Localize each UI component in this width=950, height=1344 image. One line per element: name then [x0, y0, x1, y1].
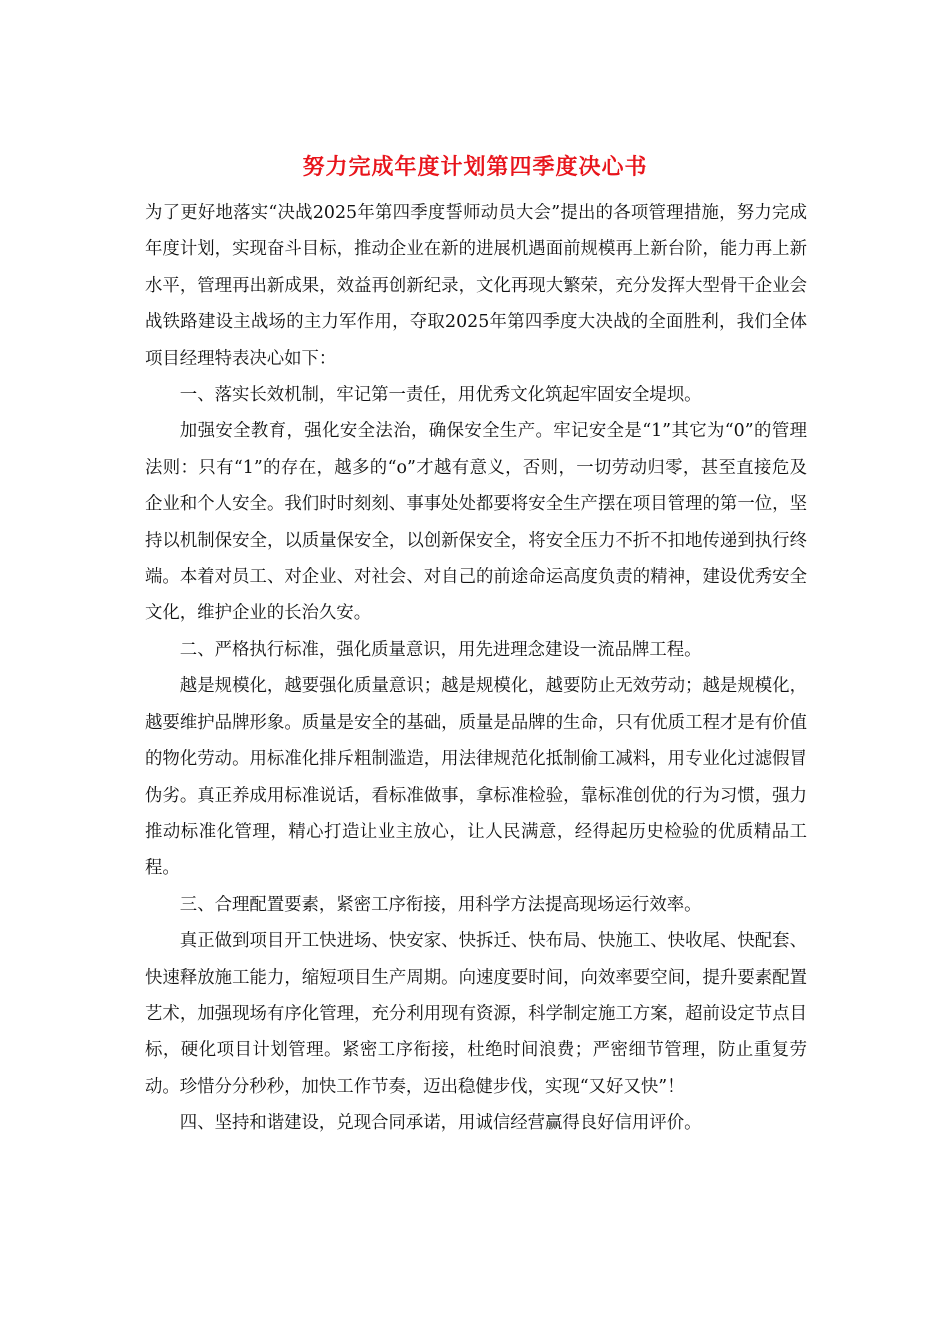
section-3-heading: 三、合理配置要素，紧密工序衔接，用科学方法提高现场运行效率。: [179, 894, 702, 915]
section-3-paragraph: 真正做到项目开工快进场、快安家、快拆迁、快布局、快施工、快收尾、快配套、快速释放施工能力，缩短项目生产周期。向速度要时间，向效率要空间，提升要素配置艺术，加强现场有序化管理，充分利用现有资源，科学制定施工方案，超前设定节点目标，硬化项目计划管理。紧密工序衔接，杜绝时间浪费；严密细节管理，防止重复劳动。珍惜分分秒秒，加快工作节奏，迈出稳健步伐，实现“又好又快”！: [145, 931, 807, 1097]
section-2-heading: 二、严格执行标准，强化质量意识，用先进理念建设一流品牌工程。: [179, 639, 702, 660]
intro-paragraph: 为了更好地落实“决战2025年第四季度誓师动员大会”提出的各项管理措施，努力完成年度计划，实现奋斗目标，推动企业在新的进展机遇面前规模再上新台阶，能力再上新水平，管理再出新成果，效益再创新纪录，文化再现大繁荣，充分发挥大型骨干企业会战铁路建设主战场的主力军作用，夺取2025年第四季度大决战的全面胜利，我们全体项目经理特表决心如下：: [145, 203, 807, 369]
section-2-paragraph: 越是规模化，越要强化质量意识；越是规模化，越要防止无效劳动；越是规模化，越要维护品牌形象。质量是安全的基础，质量是品牌的生命，只有优质工程才是有价值的物化劳动。用标准化排斥粗制滥造，用法律规范化抵制偷工减料，用专业化过滤假冒伪劣。真正养成用标准说话，看标准做事，拿标准检验，靠标准创优的行为习惯，强力推动标准化管理，精心打造让业主放心，让人民满意，经得起历史检验的优质精品工程。: [145, 676, 807, 879]
document-title: 努力完成年度计划第四季度决心书: [302, 155, 648, 180]
section-1-heading: 一、落实长效机制，牢记第一责任，用优秀文化筑起牢固安全堤坝。: [179, 385, 702, 406]
document-body: [145, 195, 807, 1142]
section-4-heading: 四、坚持和谐建设，兑现合同承诺，用诚信经营赢得良好信用评价。: [179, 1113, 702, 1134]
section-1-paragraph: 加强安全教育，强化安全法治，确保安全生产。牢记安全是“1”其它为“0”的管理法则：只有“1”的存在，越多的“o”才越有意义，否则，一切劳动归零，甚至直接危及企业和个人安全。我们时时刻刻、事事处处都要将安全生产摆在项目管理的第一位，坚持以机制保安全，以质量保安全，以创新保安全，将安全压力不折不扣地传递到执行终端。本着对员工、对企业、对社会、对自己的前途命运高度负责的精神，建设优秀安全文化，维护企业的长治久安。: [145, 421, 807, 624]
